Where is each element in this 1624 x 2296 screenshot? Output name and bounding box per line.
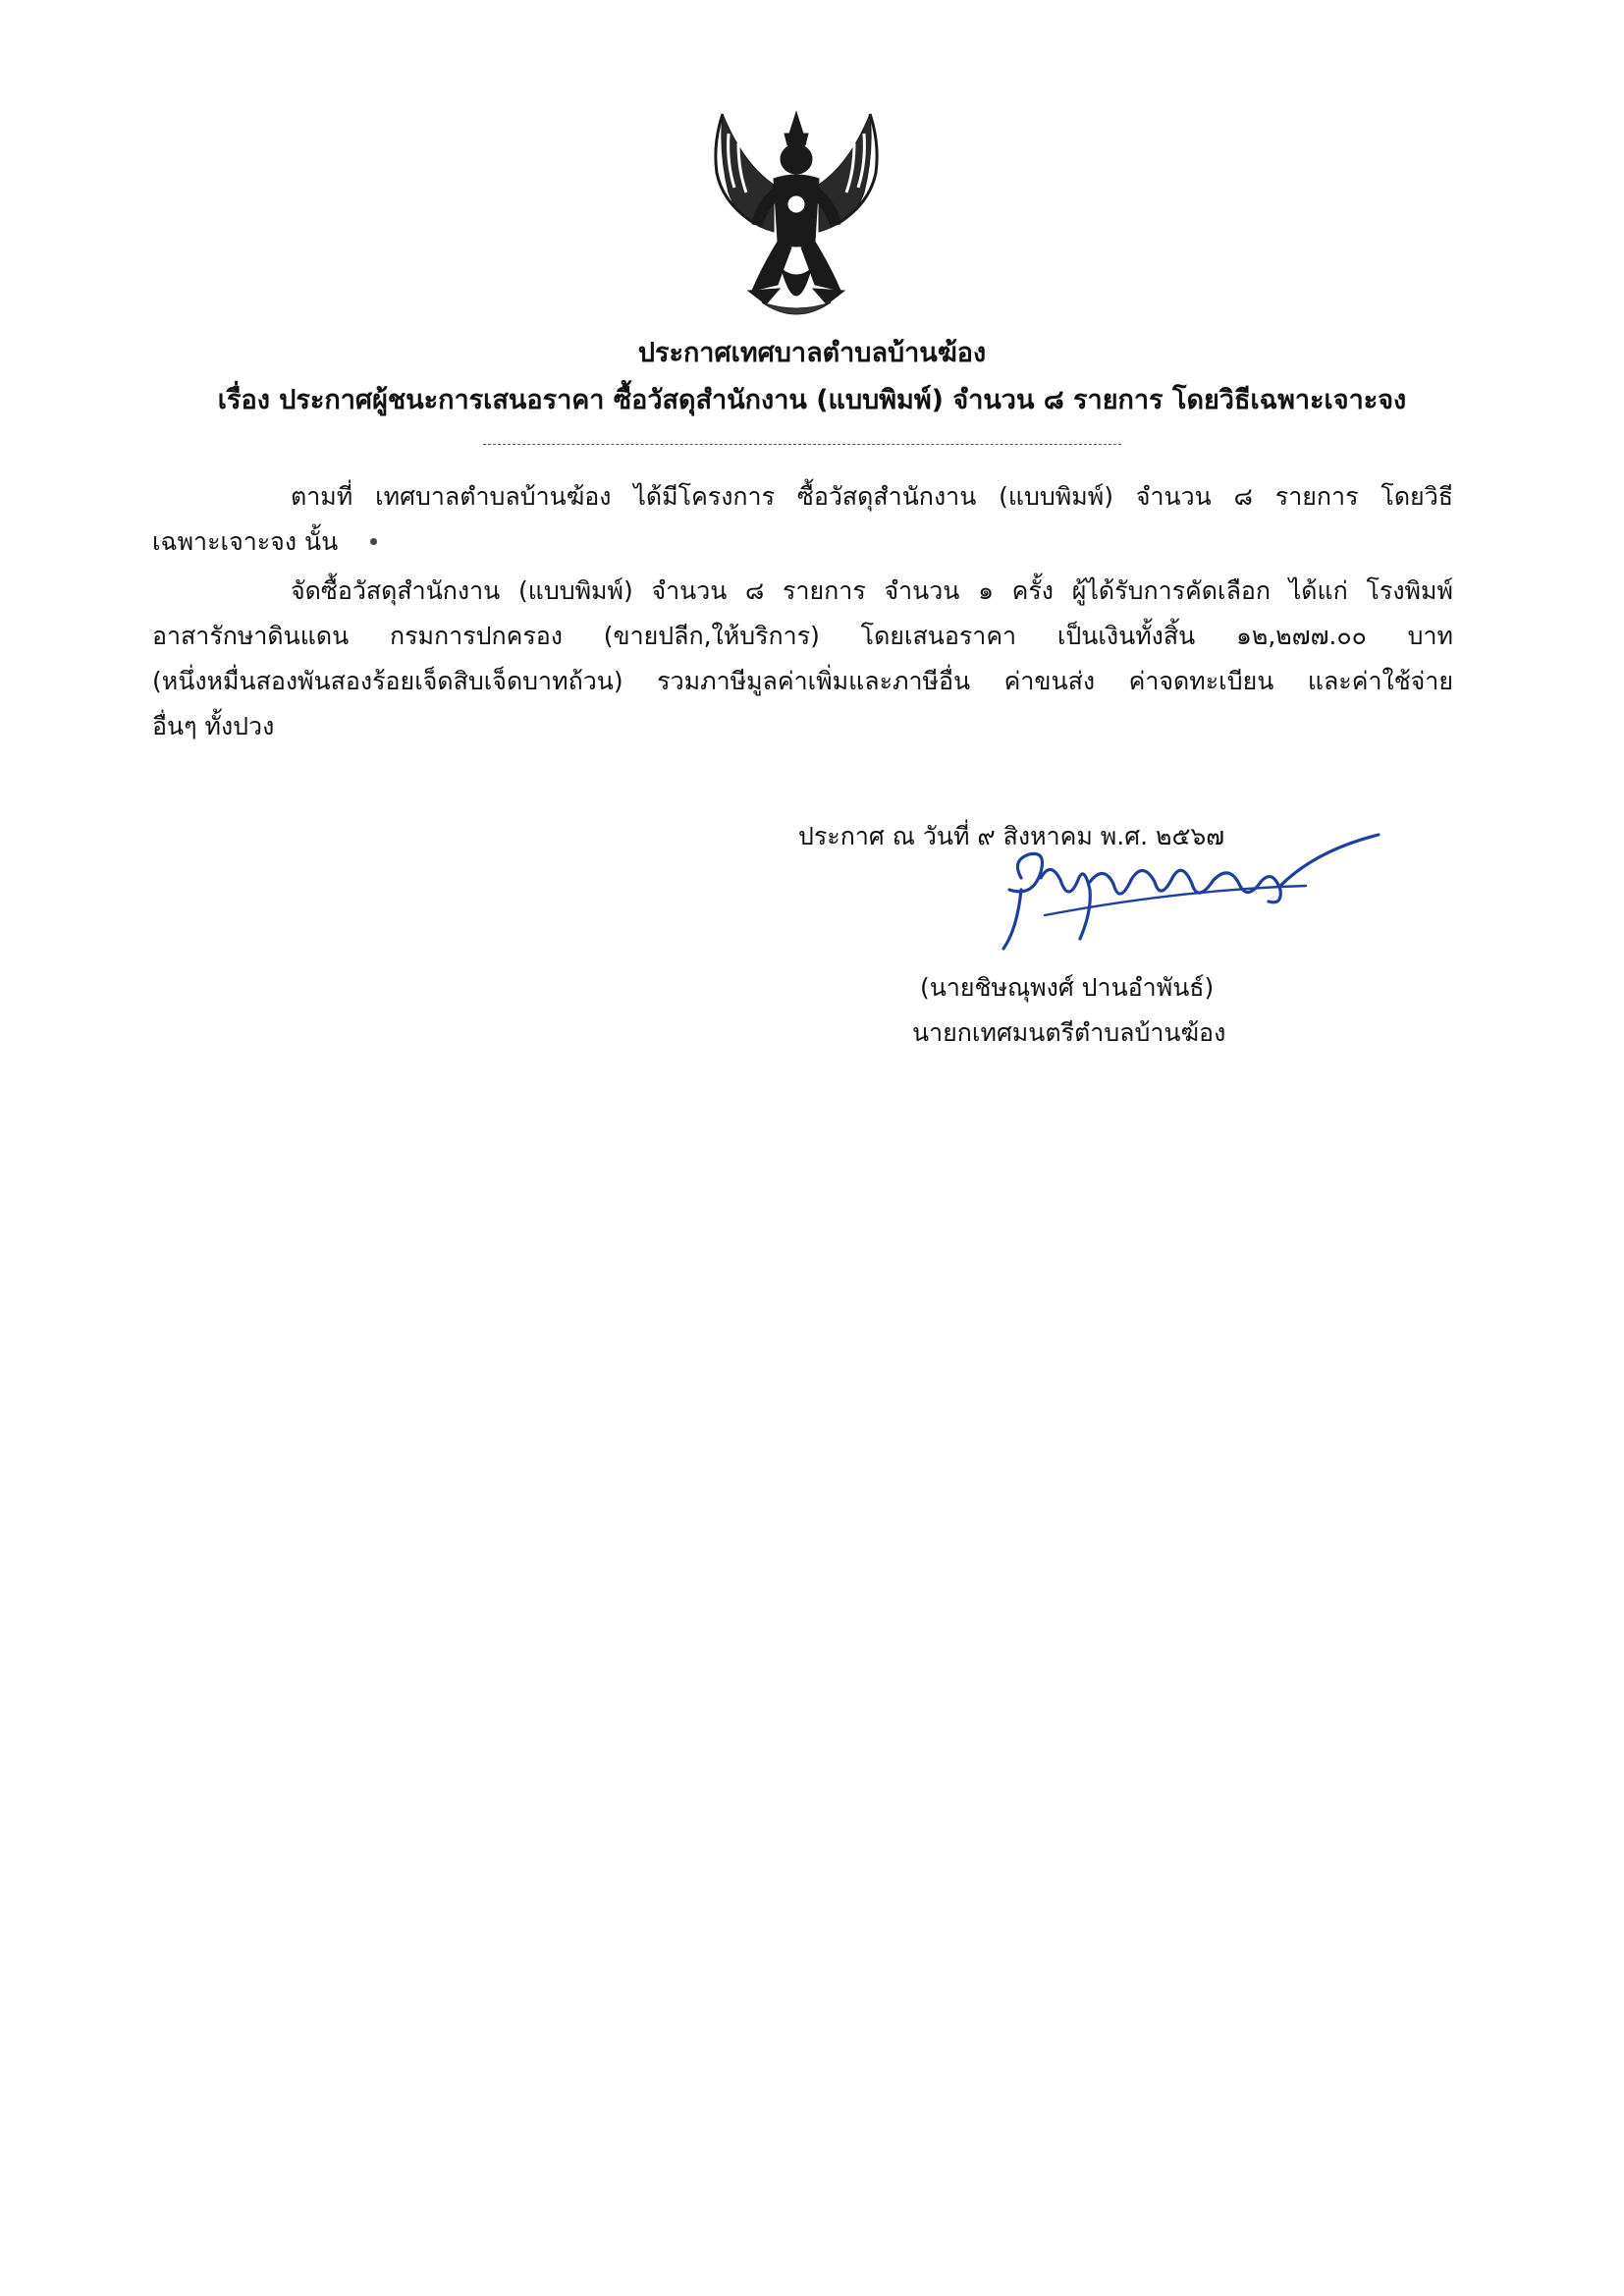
- paragraph-2-line-3: (หนึ่งหมื่นสองพันสองร้อยเจ็ดสิบเจ็ดบาทถ้วน) รวมภาษีมูลค่าเพิ่มและภาษีอื่น ค่าขนส่ง ค่าจดทะเบียน และค่าใช้จ่าย: [152, 667, 1453, 695]
- announcement-title: ประกาศเทศบาลตำบลบ้านฆ้อง: [637, 338, 987, 368]
- signatory-name: (นายชิษณุพงศ์ ปานอำพันธ์): [920, 973, 1215, 1002]
- paragraph-2-line-2: อาสารักษาดินแดน กรมการปกครอง (ขายปลีก,ให้บริการ) โดยเสนอราคา เป็นเงินทั้งสิ้น ๑๒,๒๗๗.๐๐ บาท: [152, 622, 1453, 650]
- title-divider: [483, 444, 1121, 445]
- paragraph-2-line-1: จัดซื้อวัสดุสำนักงาน (แบบพิมพ์) จำนวน ๘ รายการ จำนวน ๑ ครั้ง ผู้ได้รับการคัดเลือก ได้แก่ โรงพิมพ์: [291, 576, 1453, 605]
- signatory-position: นายกเทศมนตรีตำบลบ้านฆ้อง: [912, 1018, 1226, 1047]
- announcement-subject: เรื่อง ประกาศผู้ชนะการเสนอราคา ซื้อวัสดุสำนักงาน (แบบพิมพ์) จำนวน ๘ รายการ โดยวิธีเฉพาะเจาะจง: [217, 385, 1407, 415]
- paragraph-1-line-1: ตามที่ เทศบาลตำบลบ้านฆ้อง ได้มีโครงการ ซื้อวัสดุสำนักงาน (แบบพิมพ์) จำนวน ๘ รายการ โดยวิธี: [291, 482, 1453, 511]
- paragraph-1-line-2: เฉพาะเจาะจง นั้น: [152, 527, 339, 556]
- paragraph-2-line-4: อื่นๆ ทั้งปวง: [152, 712, 275, 740]
- garuda-emblem-icon: [683, 94, 909, 322]
- announce-date: ประกาศ ณ วันที่ ๙ สิงหาคม พ.ศ. ๒๕๖๗: [798, 822, 1225, 850]
- scan-speck: [370, 538, 377, 545]
- handwritten-signature: [982, 821, 1394, 968]
